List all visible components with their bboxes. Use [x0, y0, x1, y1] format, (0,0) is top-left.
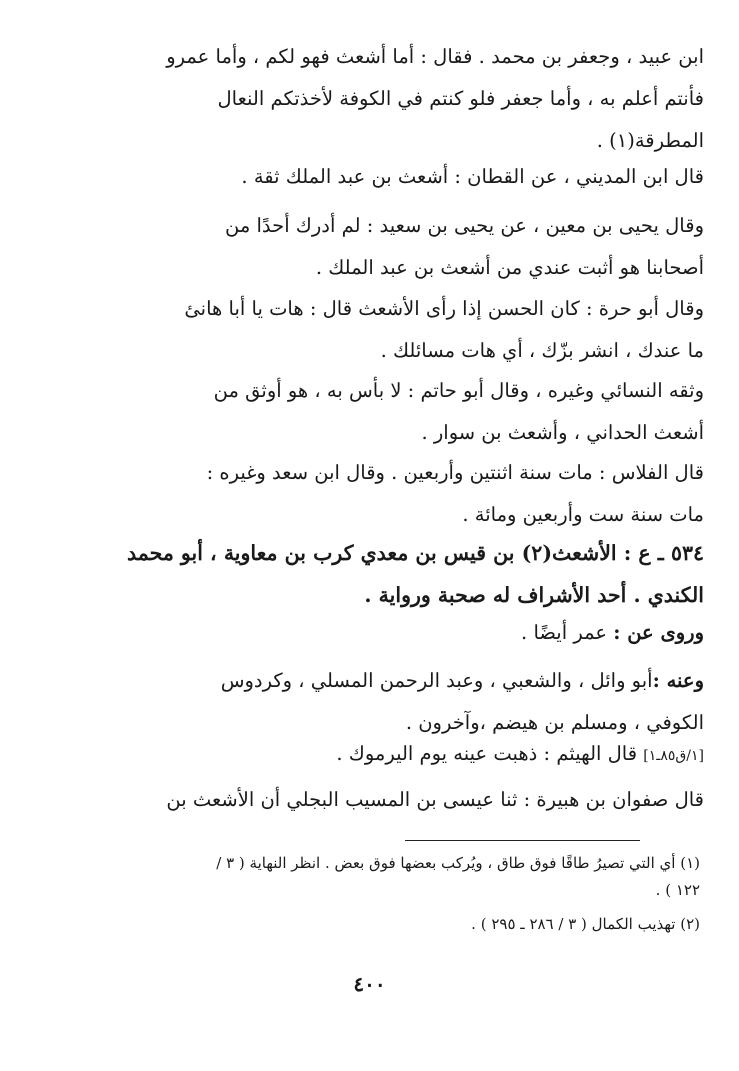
- narrators-from-him: [70, 660, 704, 744]
- text-line: أشعث الحداني ، وأشعث بن سوار .: [421, 421, 704, 444]
- entry-heading-line: الكندي . أحد الأشراف له صحبة ورواية .: [364, 583, 704, 607]
- paragraph-6: [70, 452, 704, 536]
- footnote-line: (١) أي التي تصيرُ طاقًا فوق طاق ، ويُركب بعضها فوق بعض . انظر النهاية ( ٣ /: [216, 854, 700, 872]
- text-line: قال الفلاس : مات سنة اثنتين وأربعين . وقال ابن سعد وغيره :: [206, 461, 704, 484]
- paragraph-3: [70, 205, 704, 289]
- manuscript-ref-marker: [١/ق٨٥ـ١]: [643, 748, 704, 764]
- narrated-from-text: عمر أيضًا .: [521, 621, 614, 644]
- footnote-line: (٢) تهذيب الكمال ( ٣ / ٢٨٦ ـ ٢٩٥ ) .: [471, 915, 700, 933]
- narrators-label: وعنه :: [652, 669, 704, 692]
- entry-heading: [70, 532, 704, 616]
- narrators-text: أبو وائل ، والشعبي ، وعبد الرحمن المسلي ، وكردوس: [220, 669, 653, 692]
- text-line: ابن عبيد ، وجعفر بن محمد . فقال : أما أشعث فهو لكم ، وأما عمرو: [166, 45, 704, 68]
- text-line: مات سنة ست وأربعين ومائة .: [462, 503, 704, 526]
- paragraph-last: [70, 779, 704, 821]
- footnote-line: ١٢٢ ) .: [655, 881, 700, 899]
- text-line: قال ابن المديني ، عن القطان : أشعث بن عبد الملك ثقة .: [241, 165, 704, 188]
- text-line: وثقه النسائي وغيره ، وقال أبو حاتم : لا بأس به ، هو أوثق من: [213, 379, 704, 402]
- text-line: أصحابنا هو أثبت عندي من أشعث بن عبد الملك .: [315, 256, 704, 279]
- paragraph-4: [70, 288, 704, 372]
- narrated-from-label: وروى عن :: [613, 621, 704, 644]
- manuscript-ref-text: قال الهيثم : ذهبت عينه يوم اليرموك .: [336, 742, 644, 765]
- text-line: ما عندك ، انشر بزّك ، أي هات مسائلك .: [380, 339, 704, 362]
- narrators-line: الكوفي ، ومسلم بن هيضم ،وآخرون .: [405, 711, 704, 734]
- paragraph-5: [70, 370, 704, 454]
- text-line: وقال أبو حرة : كان الحسن إذا رأى الأشعث قال : هات يا أبا هانئ: [184, 297, 704, 320]
- text-line: فأنتم أعلم به ، وأما جعفر فلو كنتم في الكوفة لأخذتكم النعال: [217, 87, 704, 110]
- footnote-1: [60, 850, 700, 904]
- manuscript-ref-line: [70, 733, 704, 777]
- paragraph-2: [70, 156, 704, 198]
- narrated-from-line: [70, 612, 704, 654]
- text-line: المطرقة(١) .: [596, 129, 704, 152]
- footnote-2: [60, 911, 700, 938]
- narrated-from: [70, 612, 704, 654]
- entry-heading-line: ٥٣٤ ـ ع : الأشعث(٢) بن قيس بن معدي كرب بن معاوية ، أبو محمد: [126, 541, 704, 565]
- text-line: قال صفوان بن هبيرة : ثنا عيسى بن المسيب البجلي أن الأشعث بن: [166, 788, 704, 811]
- paragraph-1: [70, 36, 704, 162]
- narrators-line: [70, 660, 704, 702]
- footnote-divider: [405, 840, 640, 841]
- text-line: وقال يحيى بن معين ، عن يحيى بن سعيد : لم أدرك أحدًا من: [225, 214, 704, 237]
- manuscript-ref-paragraph: [70, 733, 704, 777]
- page-number: ٤٠٠: [353, 972, 386, 996]
